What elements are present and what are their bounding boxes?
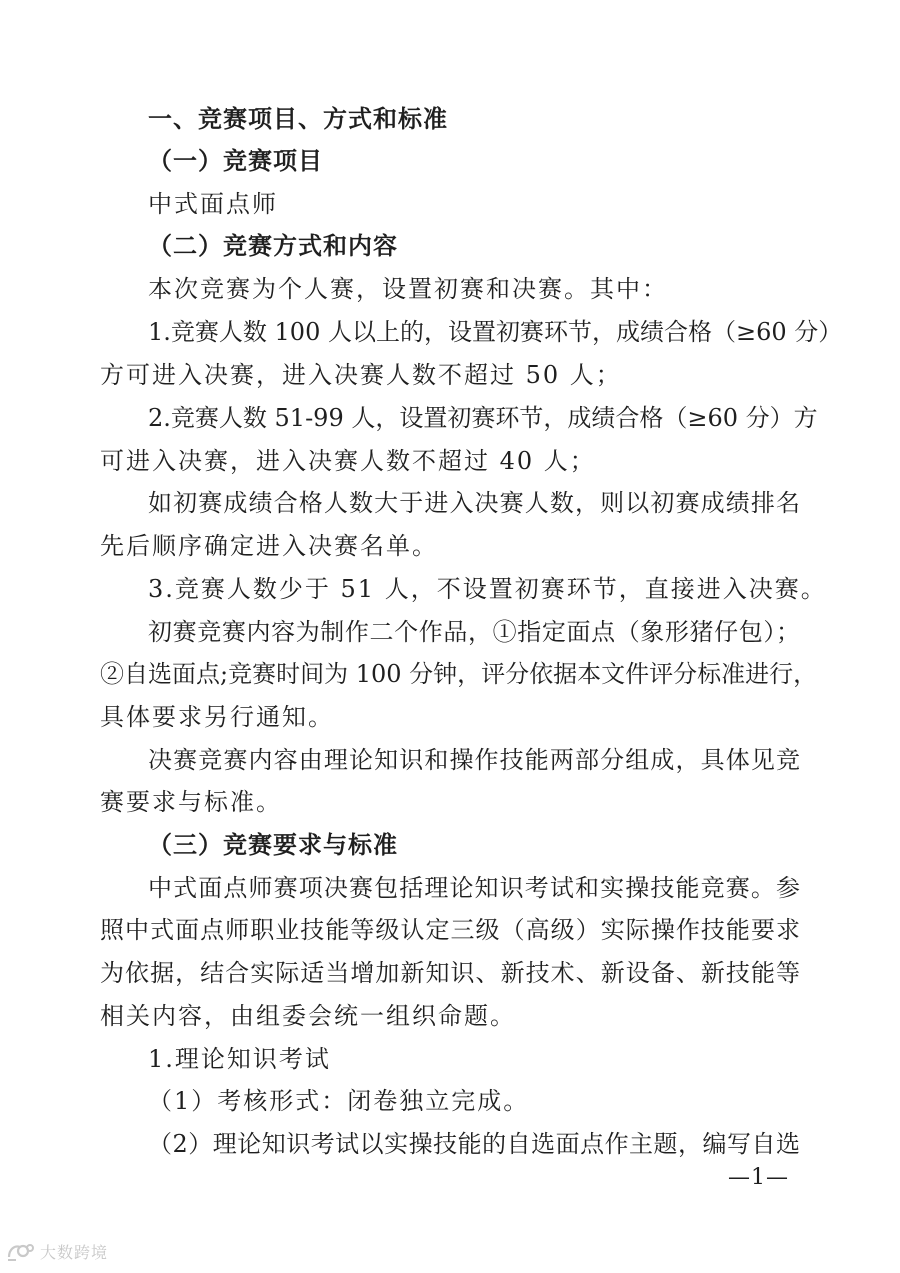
text-line: 中式面点师 bbox=[148, 190, 278, 218]
section-heading: 一、竞赛项目、方式和标准 bbox=[148, 104, 448, 133]
text-line: 为依据，结合实际适当增加新知识、新技术、新设备、新技能等 bbox=[100, 959, 800, 987]
text-line: 方可进入决赛，进入决赛人数不超过 50 人； bbox=[100, 361, 622, 389]
text-line: （2）理论知识考试以实操技能的自选面点作主题，编写自选 bbox=[148, 1130, 800, 1158]
text-line: 2.竞赛人数 51-99 人，设置初赛环节，成绩合格（≥60 分）方 bbox=[148, 404, 818, 432]
text-line: 相关内容，由组委会统一组织命题。 bbox=[100, 1002, 516, 1030]
text-line: 中式面点师赛项决赛包括理论知识考试和实操技能竞赛。参 bbox=[148, 874, 800, 902]
section-heading: （三）竞赛要求与标准 bbox=[148, 830, 398, 859]
text-line: 赛要求与标准。 bbox=[100, 788, 282, 816]
section-heading: （二）竞赛方式和内容 bbox=[148, 231, 398, 260]
text-line: 1.竞赛人数 100 人以上的，设置初赛环节，成绩合格（≥60 分） bbox=[148, 318, 843, 346]
text-line: 先后顺序确定进入决赛名单。 bbox=[100, 532, 438, 560]
text-line: 可进入决赛，进入决赛人数不超过 40 人； bbox=[100, 447, 596, 475]
section-heading: （一）竞赛项目 bbox=[148, 146, 323, 175]
text-line: ②自选面点;竞赛时间为 100 分钟，评分依据本文件评分标准进行， bbox=[100, 660, 818, 688]
text-line: （1）考核形式：闭卷独立完成。 bbox=[148, 1087, 530, 1115]
text-line: 本次竞赛为个人赛，设置初赛和决赛。其中： bbox=[148, 275, 668, 303]
text-line: 决赛竞赛内容由理论知识和操作技能两部分组成，具体见竞 bbox=[148, 746, 800, 774]
text-line: 如初赛成绩合格人数大于进入决赛人数，则以初赛成绩排名 bbox=[148, 489, 800, 517]
text-line: 具体要求另行通知。 bbox=[100, 703, 334, 731]
page-number: —1— bbox=[728, 1165, 789, 1190]
watermark-text: 大数跨境 bbox=[40, 1243, 109, 1262]
text-line: 初赛竞赛内容为制作二个作品，①指定面点（象形猪仔包）； bbox=[148, 618, 800, 646]
text-line: 1.理论知识考试 bbox=[148, 1045, 331, 1073]
text-line: 照中式面点师职业技能等级认定三级（高级）实际操作技能要求 bbox=[100, 916, 800, 944]
text-line: 3.竞赛人数少于 51 人，不设置初赛环节，直接进入决赛。 bbox=[148, 575, 827, 603]
watermark bbox=[6, 1240, 108, 1263]
brand-logo-icon bbox=[6, 1241, 36, 1263]
